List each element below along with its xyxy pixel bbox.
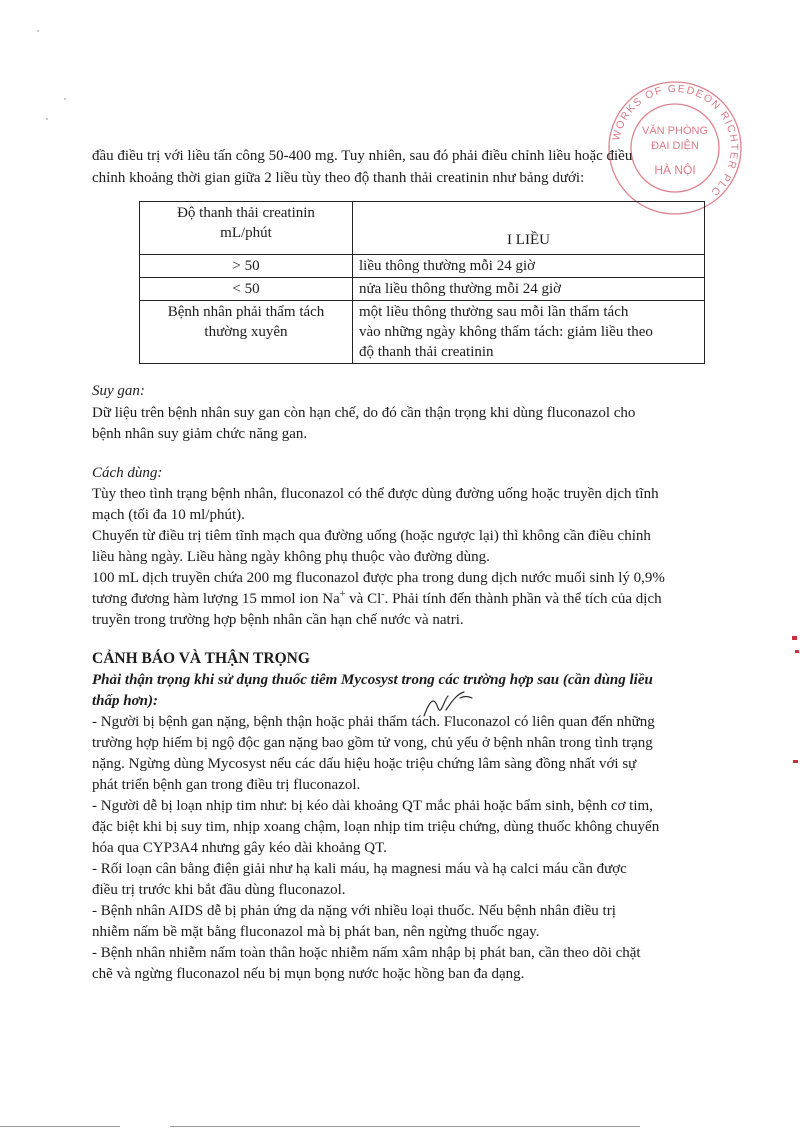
warning-line: nhiễm nấm bề mặt bằng fluconazol mà bị phát ban, nên ngừng thuốc ngay. [92,924,540,940]
warning-line: - Bệnh nhân nhiễm nấm toàn thân hoặc nhiễm nấm xâm nhập bị phát ban, cần theo dõi chặt [92,945,641,961]
warning-line: - Bệnh nhân AIDS dễ bị phản ứng da nặng với nhiều loại thuốc. Nếu bệnh nhân điều trị [92,903,616,919]
header-clearance-line-2: mL/phút [220,225,272,241]
stamp-line-3: HÀ NỘI [654,163,696,177]
stamp-line-2: ĐẠI DIỆN [651,140,699,152]
ion-sup-minus: - [381,589,385,600]
liver-title: Suy gan: [92,383,145,399]
ion-text-mid: và Cl [345,591,382,607]
header-clearance-line-1: Độ thanh thải creatinin [177,205,315,221]
edge-mark [792,636,797,640]
dialysis-label-line-1: Bệnh nhân phải thẩm tách [167,304,325,320]
dosage-table [139,201,705,364]
warning-line: - Người bị bệnh gan nặng, bệnh thận hoặc phải thẩm tách. Fluconazol có liên quan đến những [92,714,655,730]
warning-line: nặng. Ngừng dùng Mycosyst nếu các dấu hiệu hoặc triệu chứng lâm sàng đồng nhất với sự [92,756,637,772]
liver-line-2: bệnh nhân suy giảm chức năng gan. [92,426,308,442]
stamp-ring-text: WORKS OF GEDEON RICHTER PLC [610,82,741,199]
dialysis-dose-line-1: một liều thông thường sau mỗi lần thẩm tách [359,304,629,320]
edge-mark [793,760,798,763]
warnings-subheading-line-1: Phải thận trọng khi sử dụng thuốc tiêm Mycosyst trong các trường hợp sau (cần dùng liều [92,672,653,688]
table-cell-dose: liều thông thường mỗi 24 giờ [353,255,705,278]
liver-line-1: Dữ liệu trên bệnh nhân suy gan còn hạn chế, do đó cần thận trọng khi dùng fluconazol cho [92,405,636,421]
table-cell-dose: nửa liều thông thường mỗi 24 giờ [353,278,705,301]
table-row [140,301,705,364]
warning-line: đặc biệt khi bị suy tim, nhịp xoang chậm, loạn nhịp tim triệu chứng, dùng thuốc không chuyển [92,819,660,835]
dialysis-dose-line-3: độ thanh thải creatinin [359,344,494,360]
usage-ion-line [92,589,712,610]
warnings-subheading-line-2: thấp hơn): [92,693,158,709]
usage-line: Chuyển từ điều trị tiêm tĩnh mạch qua đường uống (hoặc ngược lại) thì không cần điều chỉnh [92,528,651,544]
table-cell-clearance: < 50 [140,278,353,301]
ion-sup-plus: + [339,589,346,600]
dialysis-label-line-2: thường xuyên [204,324,288,340]
edge-mark [795,650,799,653]
table-cell-clearance: > 50 [140,255,353,278]
usage-title: Cách dùng: [92,465,163,481]
table-row [140,255,705,278]
usage-line: Tùy theo tình trạng bệnh nhân, fluconazol có thể được dùng đường uống hoặc truyền dịch tĩnh [92,486,659,502]
table-header-clearance [140,202,353,255]
warning-line: hóa qua CYP3A4 nhưng gây kéo dài khoảng QT. [92,840,387,856]
stamp-line-1: VĂN PHÒNG [641,125,709,137]
scan-border-line [170,1126,640,1127]
ion-text-post: . Phải tính đến thành phần và thể tích của dịch [384,591,662,607]
table-header-dose: I LIỀU [353,202,705,255]
table-row [140,278,705,301]
dialysis-dose-line-2: vào những ngày không thẩm tách: giảm liều theo [359,324,653,340]
warning-line: - Rối loạn cân bằng điện giải như hạ kali máu, hạ magnesi máu và hạ calci máu cần được [92,861,627,877]
scan-speck [37,30,39,32]
table-cell-clearance [140,301,353,364]
warning-line: chẽ và ngừng fluconazol nếu bị mụn bọng nước hoặc hồng ban đa dạng. [92,966,525,982]
warnings-heading: CẢNH BÁO VÀ THẬN TRỌNG [92,650,310,667]
usage-line: mạch (tối đa 10 ml/phút). [92,507,245,523]
usage-line: 100 mL dịch truyền chứa 200 mg fluconazol được pha trong dung dịch nước muối sinh lý 0,9% [92,570,665,586]
usage-line: liều hàng ngày. Liều hàng ngày không phụ thuộc vào đường dùng. [92,549,490,565]
scan-speck [64,98,66,100]
warning-line: - Người dễ bị loạn nhịp tim như: bị kéo dài khoảng QT mắc phải hoặc bẩm sinh, bệnh cơ tim, [92,798,653,814]
warning-line: trường hợp hiếm bị ngộ độc gan nặng bao gồm tử vong, chủ yếu ở bệnh nhân trong tình trạng [92,735,653,751]
handwritten-initials [420,688,476,722]
table-header-row [140,202,705,255]
warning-line: phát triển bệnh gan trong điều trị fluconazol. [92,777,361,793]
warning-line: điều trị trước khi bắt đầu dùng fluconazol. [92,882,346,898]
intro-line-1: đầu điều trị với liều tấn công 50-400 mg. Tuy nhiên, sau đó phải điều chỉnh liều hoặc điều [92,148,633,164]
scan-border-line [0,1126,120,1127]
scan-speck [46,118,48,120]
intro-line-2: chỉnh khoảng thời gian giữa 2 liều tùy theo độ thanh thải creatinin như bảng dưới: [92,170,585,186]
ion-text-pre: tương đương hàm lượng 15 mmol ion Na [92,591,340,607]
table-cell-dose [353,301,705,364]
usage-line: truyền trong trường hợp bệnh nhân cần hạn chế nước và natri. [92,612,464,628]
